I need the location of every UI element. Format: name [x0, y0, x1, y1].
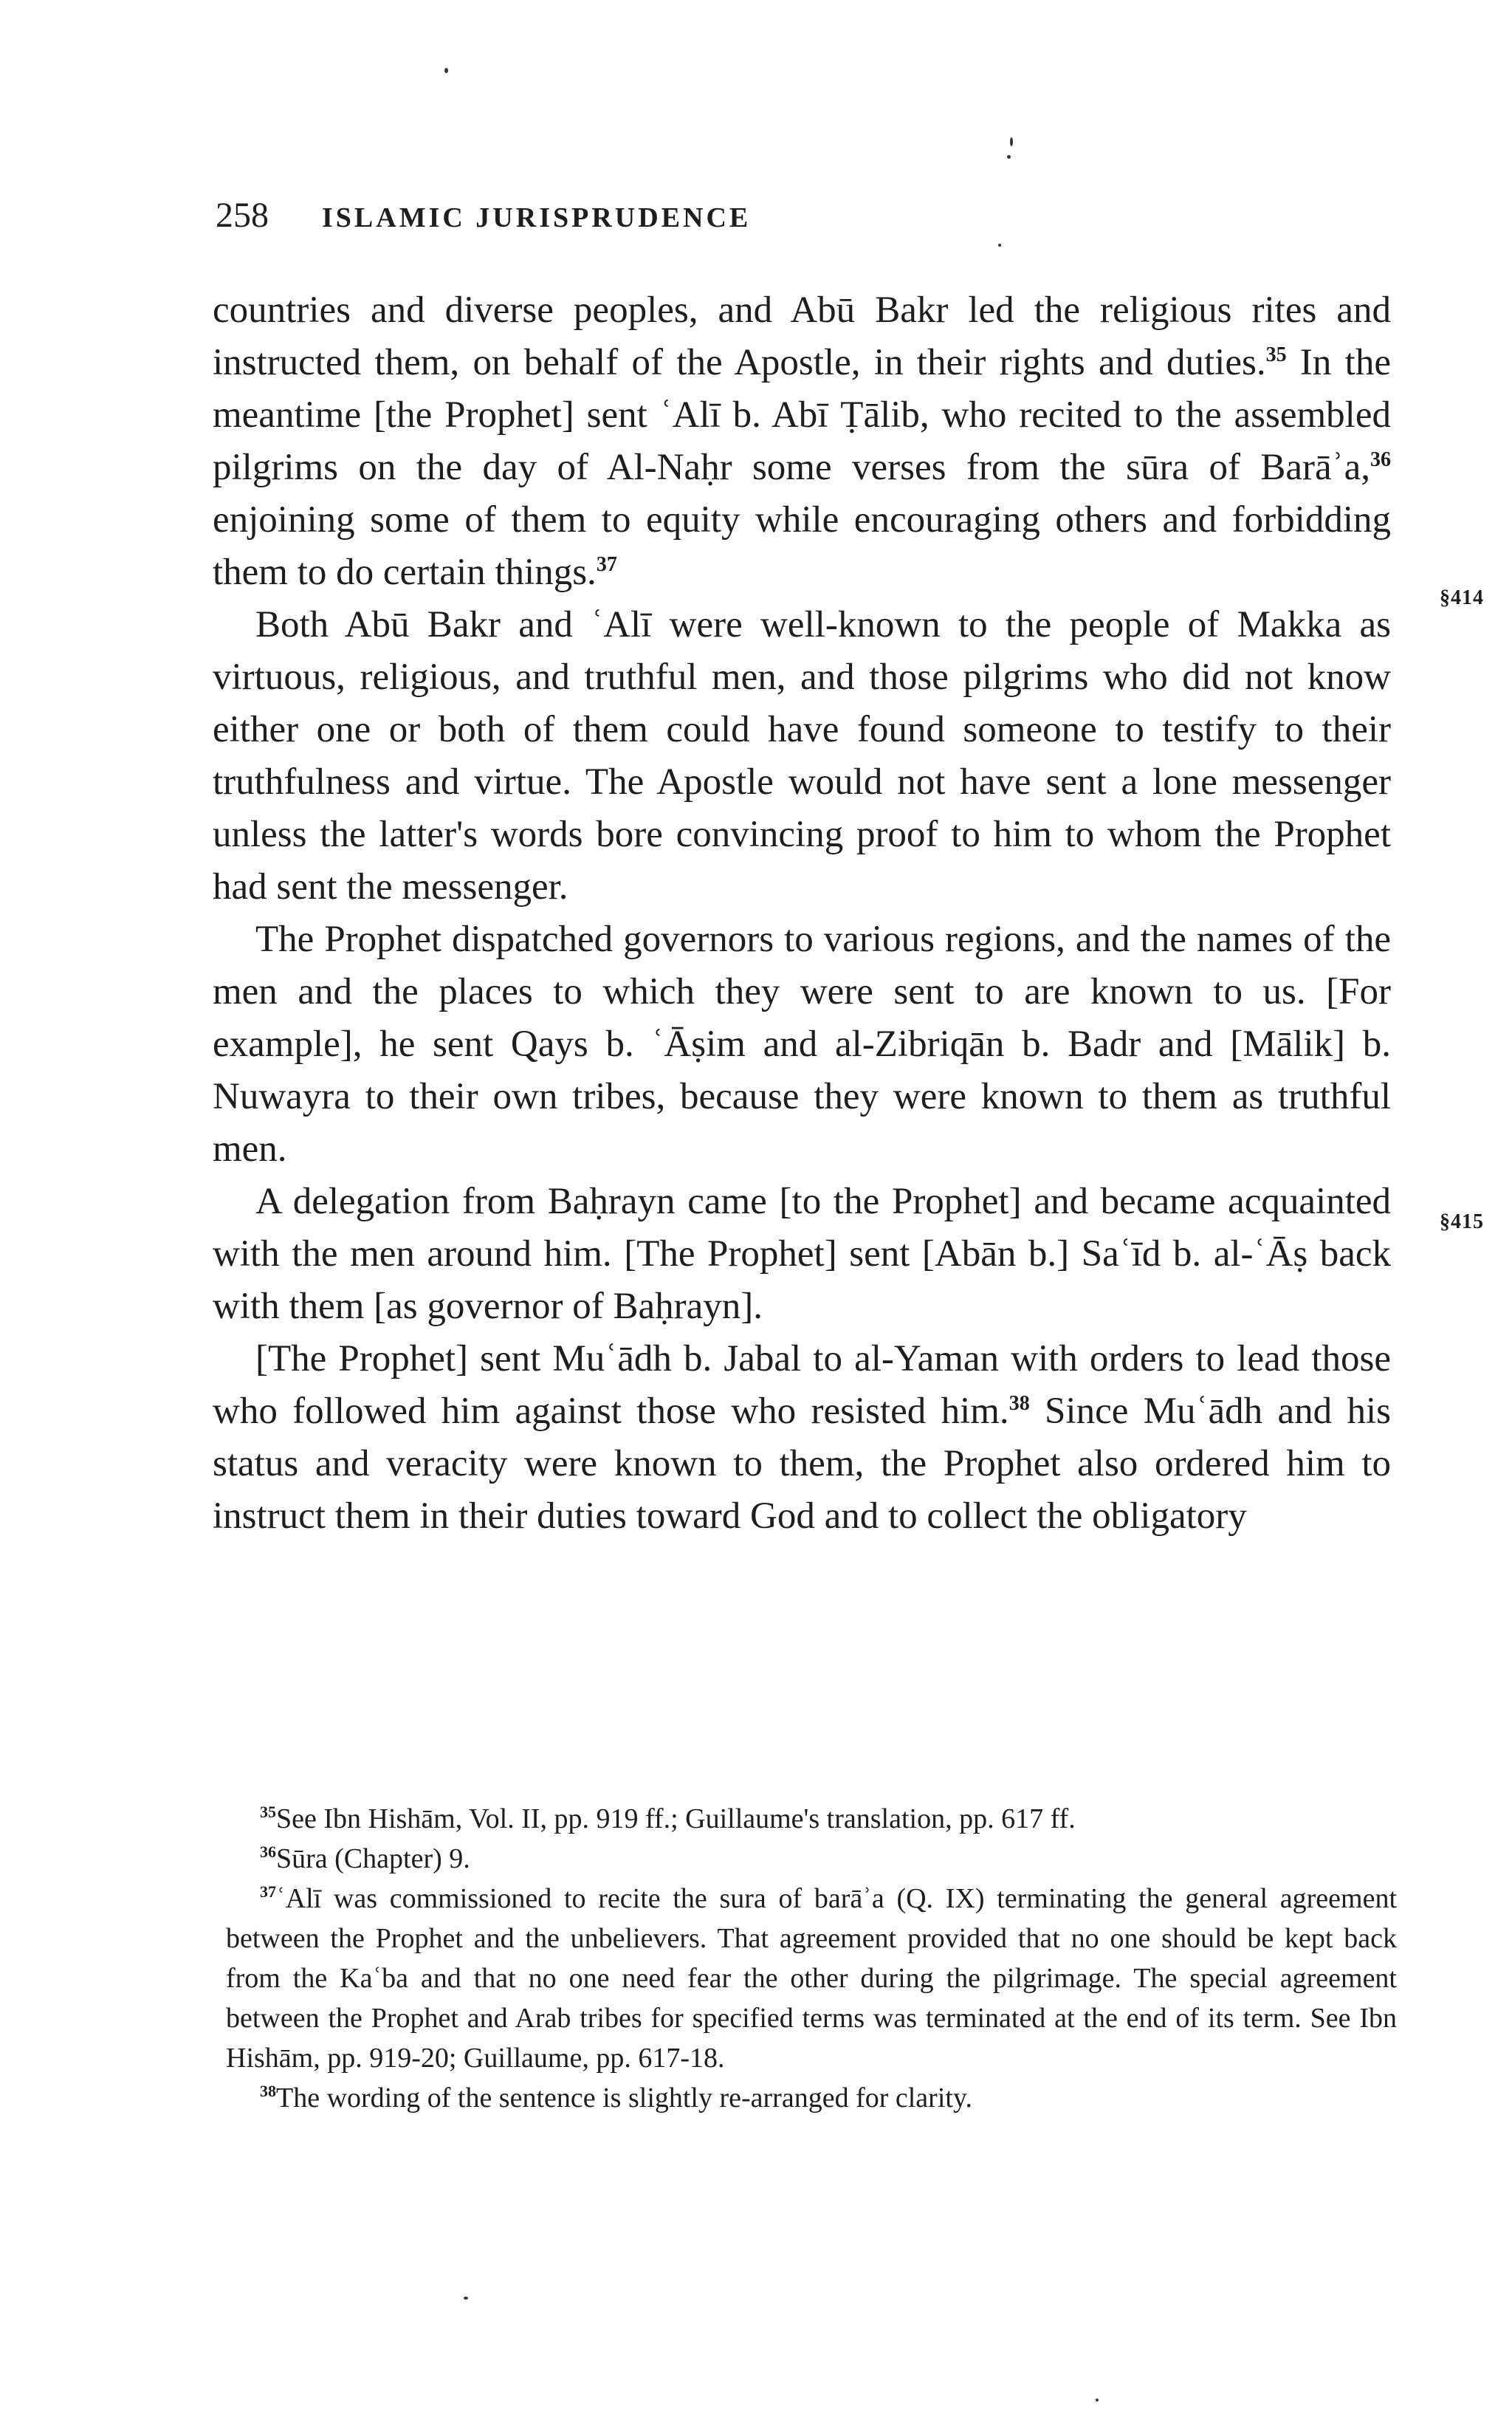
footnote-ref-37: 37: [596, 553, 617, 576]
paragraph-1-run-3: enjoining some of them to equity while encouraging others and forbidding them to do certain things.: [213, 499, 1391, 593]
scan-speck: [1007, 155, 1011, 159]
footnote-38: [226, 2078, 1397, 2118]
paragraph-2: Both Abū Bakr and ʿAlī were well-known to the people of Makka as virtuous, religious, and truthful men, and those pilgrims who did not know either one or both of them could have found someone to testify to their truthfulness and virtue. The Apostle would not have sent a lone messenger unless the latter's words bore convincing proof to him to whom the Prophet had sent the messenger.: [213, 604, 1391, 908]
paragraph-3: The Prophet dispatched governors to various regions, and the names of the men and the places to which they were sent to are known to us. [For example], he sent Qays b. ʿĀṣim and al-Zibriqān b. Badr and [Mālik] b. Nuwayra to their own tribes, because they were known to them as truthful men.: [213, 919, 1391, 1170]
scan-speck: [1010, 137, 1013, 146]
paragraph-5-run-2: Since Muʿādh and his status and veracity were known to them, the Prophet also ordered him to instruct them in their duties toward God and to collect the obligatory: [213, 1391, 1391, 1537]
paragraph-1: [213, 284, 1391, 599]
footnote-mark: 37: [260, 1882, 276, 1901]
scan-speck: [444, 68, 448, 73]
paragraph-5: [213, 1333, 1391, 1543]
footnote-mark: 36: [260, 1842, 276, 1861]
footnote-ref-36: 36: [1370, 448, 1391, 471]
footnote-mark: 35: [260, 1803, 276, 1821]
running-head: [216, 193, 751, 240]
footnote-37: [226, 1879, 1397, 2078]
scan-speck: [464, 2297, 468, 2300]
footnote-mark: 38: [260, 2082, 276, 2100]
footnote-ref-38: 38: [1008, 1392, 1030, 1415]
footnote-text: ʿAlī was commissioned to recite the sura of barāʾa (Q. IX) terminating the general agreement between the Prophet and the unbelievers. That agreement provided that no one should be kept back from the Kaʿba and that no one need fear the other during the pilgrimage. The special agreement between the Prophet and Arab tribes for specified terms was terminated at the end of its term. See Ibn Hishām, pp. 919-20; Guillaume, pp. 617-18.: [226, 1883, 1397, 2074]
paragraph-4: A delegation from Baḥrayn came [to the Prophet] and became acquainted with the men around him. [The Prophet] sent [Abān b.] Saʿīd b. al-ʿĀṣ back with them [as governor of Baḥrayn].: [213, 1181, 1391, 1327]
footnotes: [226, 1799, 1397, 2118]
page-number: 258: [216, 196, 269, 235]
paragraph-1-run-2: In the meantime [the Prophet] sent ʿAlī b. Abī Ṭālib, who recited to the assembled pilgrims on the day of Al-Naḥr some verses from the sūra of Barāʾa,: [213, 342, 1391, 488]
paragraph-1-run-1: countries and diverse peoples, and Abū Bakr led the religious rites and instructed them, on behalf of the Apostle, in their rights and duties.: [213, 289, 1391, 383]
footnote-text: Sūra (Chapter) 9.: [276, 1843, 470, 1874]
footnote-ref-35: 35: [1265, 343, 1287, 366]
footnote-text: See Ibn Hishām, Vol. II, pp. 919 ff.; Guillaume's translation, pp. 617 ff.: [276, 1803, 1076, 1834]
footnote-36: [226, 1839, 1397, 1879]
paragraph-5-run-1: [The Prophet] sent Muʿādh b. Jabal to al-Yaman with orders to lead those who followed him against those who resisted him.: [213, 1338, 1391, 1432]
margin-section-ref-415: §415: [1440, 1210, 1484, 1233]
footnote-35: [226, 1799, 1397, 1839]
scan-speck: [998, 244, 1001, 247]
margin-section-ref-414: §414: [1440, 586, 1484, 609]
main-text: [213, 284, 1391, 1543]
scan-speck: [1096, 2399, 1099, 2402]
book-title: ISLAMIC JURISPRUDENCE: [322, 202, 752, 233]
footnote-text: The wording of the sentence is slightly re-arranged for clarity.: [276, 2082, 972, 2114]
